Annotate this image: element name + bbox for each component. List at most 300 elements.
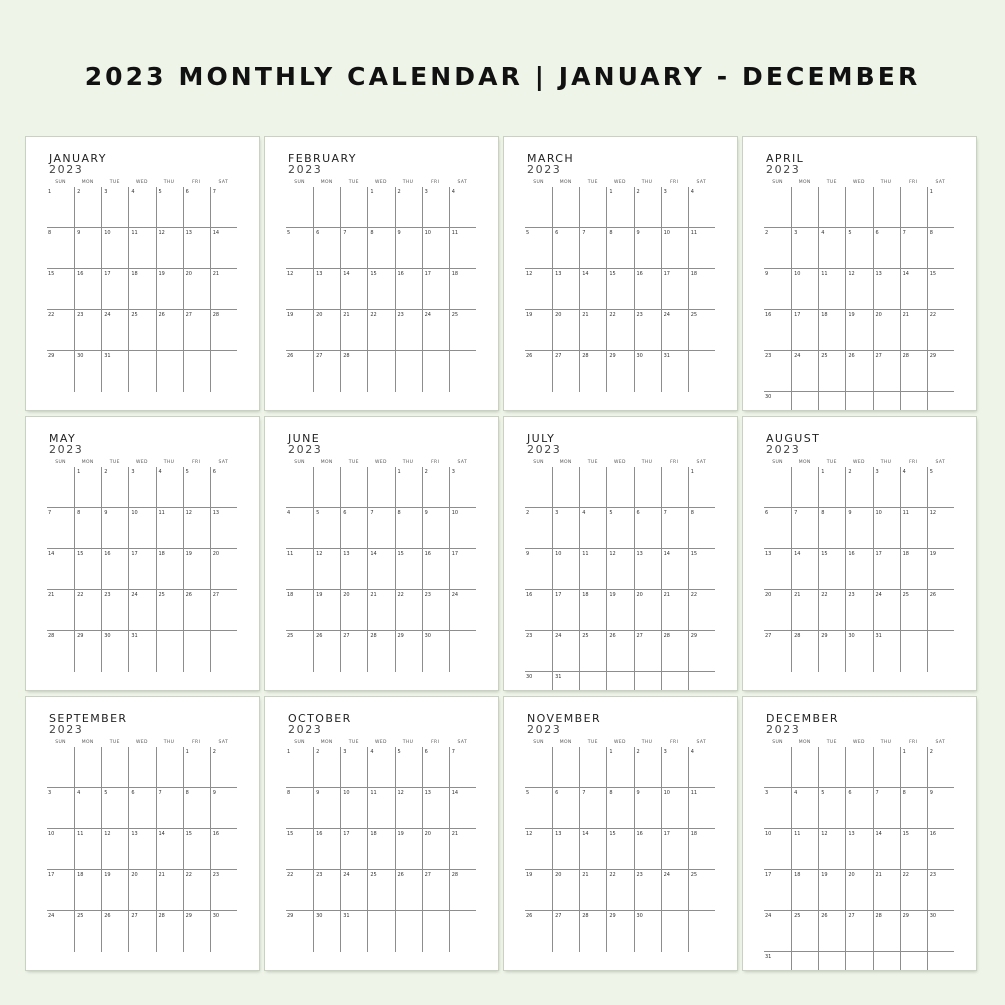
weekday-header: WED [613, 740, 626, 745]
day-cell [184, 228, 210, 269]
day-number: 14 [158, 831, 165, 837]
day-number: 13 [765, 551, 772, 557]
day-cell [846, 829, 872, 870]
month-name: SEPTEMBER [49, 712, 128, 725]
day-cell [396, 351, 422, 392]
day-cell [635, 911, 661, 952]
weekday-header: SUN [55, 180, 66, 185]
day-cell [846, 788, 872, 829]
day-number: 16 [765, 312, 772, 318]
day-cell [341, 747, 367, 788]
month-year: 2023 [49, 443, 84, 456]
day-cell [874, 788, 900, 829]
day-cell [819, 631, 845, 672]
day-cell [901, 911, 927, 952]
day-number: 11 [77, 831, 84, 837]
day-cell [874, 590, 900, 631]
day-number: 7 [451, 749, 455, 755]
day-number: 21 [158, 872, 165, 878]
day-cell [211, 351, 237, 392]
day-cell [553, 187, 579, 228]
day-cell [368, 911, 394, 952]
day-cell [75, 508, 101, 549]
day-cell [341, 467, 367, 508]
day-number: 17 [424, 271, 431, 277]
day-cell [689, 269, 715, 310]
weekday-header: SUN [55, 740, 66, 745]
day-cell [689, 590, 715, 631]
weekday-header: SUN [294, 740, 305, 745]
day-cell [764, 467, 791, 508]
weekday-header: SAT [696, 460, 707, 465]
day-cell [286, 788, 313, 829]
day-number: 22 [370, 312, 377, 318]
day-number: 24 [424, 312, 431, 318]
day-cell [314, 829, 340, 870]
day-number: 23 [765, 353, 772, 359]
day-cell [525, 590, 552, 631]
day-number: 21 [875, 872, 882, 878]
day-number: 5 [158, 189, 162, 195]
day-cell [286, 911, 313, 952]
day-number: 21 [663, 592, 670, 598]
day-cell [764, 187, 791, 228]
weekday-header: THU [402, 180, 414, 185]
day-number: 10 [451, 510, 459, 516]
day-number: 7 [582, 230, 586, 236]
month-name: JANUARY [49, 152, 107, 165]
day-cell [819, 508, 845, 549]
day-number: 29 [185, 913, 192, 919]
day-number: 16 [424, 551, 431, 557]
day-number: 8 [902, 790, 906, 796]
day-cell [184, 187, 210, 228]
day-number: 27 [316, 353, 323, 359]
month-days-grid [286, 458, 476, 672]
day-cell [553, 631, 579, 672]
day-cell [129, 829, 155, 870]
day-number: 11 [131, 230, 138, 236]
day-cell [901, 187, 927, 228]
weekday-header: SAT [696, 740, 707, 745]
weekday-column [606, 458, 633, 690]
day-cell [341, 829, 367, 870]
day-cell [75, 829, 101, 870]
day-number: 17 [663, 831, 670, 837]
day-number: 15 [902, 831, 909, 837]
day-cell [580, 187, 606, 228]
day-cell [211, 631, 237, 672]
day-number: 27 [212, 592, 220, 598]
day-cell [157, 870, 183, 911]
day-number: 4 [77, 790, 81, 796]
month-card-november [504, 697, 737, 970]
day-cell [928, 829, 954, 870]
day-cell [607, 310, 633, 351]
day-number: 24 [663, 312, 670, 318]
day-cell [102, 911, 128, 952]
day-cell [792, 952, 818, 970]
day-number: 19 [609, 592, 616, 598]
day-number: 1 [370, 189, 374, 195]
day-cell [211, 829, 237, 870]
day-cell [450, 747, 476, 788]
day-cell [184, 269, 210, 310]
weekday-column [395, 178, 422, 392]
day-cell [874, 829, 900, 870]
day-cell [874, 870, 900, 911]
weekday-column [525, 738, 552, 952]
weekday-header: FRI [670, 180, 679, 185]
day-number: 28 [582, 353, 589, 359]
day-number: 24 [555, 633, 562, 639]
day-cell [874, 911, 900, 952]
weekday-header: SUN [294, 460, 305, 465]
day-cell [874, 351, 900, 392]
day-cell [607, 870, 633, 911]
day-cell [580, 631, 606, 672]
weekday-column [128, 178, 155, 392]
day-number: 24 [794, 353, 801, 359]
weekday-column [845, 458, 872, 672]
day-cell [396, 911, 422, 952]
day-number: 13 [185, 230, 192, 236]
weekday-header: FRI [192, 740, 201, 745]
day-number: 1 [902, 749, 906, 755]
day-number: 28 [663, 633, 670, 639]
day-number: 25 [690, 312, 698, 318]
day-cell [792, 747, 818, 788]
day-cell [129, 269, 155, 310]
day-cell [553, 228, 579, 269]
weekday-column [101, 178, 128, 392]
month-year: 2023 [288, 723, 323, 736]
day-number: 17 [794, 312, 801, 318]
day-number: 18 [287, 592, 294, 598]
day-number: 1 [397, 469, 401, 475]
day-number: 22 [77, 592, 84, 598]
day-number: 1 [609, 189, 613, 195]
day-number: 10 [663, 230, 670, 236]
day-cell [764, 228, 791, 269]
day-number: 17 [765, 872, 772, 878]
day-number: 30 [424, 633, 431, 639]
day-number: 1 [77, 469, 81, 475]
weekday-header: THU [163, 180, 175, 185]
weekday-header: MON [559, 180, 572, 185]
day-number: 17 [555, 592, 562, 598]
day-number: 13 [848, 831, 855, 837]
day-number: 2 [316, 749, 320, 755]
weekday-header: THU [402, 740, 414, 745]
weekday-column [818, 178, 845, 410]
day-cell [580, 269, 606, 310]
day-cell [47, 870, 74, 911]
month-card-december [743, 697, 976, 970]
day-cell [846, 392, 872, 410]
day-cell [764, 631, 791, 672]
day-cell [450, 310, 476, 351]
weekday-header: FRI [431, 740, 440, 745]
day-cell [819, 747, 845, 788]
weekday-column [688, 458, 715, 690]
weekday-header: MON [320, 180, 333, 185]
day-cell [184, 590, 210, 631]
day-cell [423, 788, 449, 829]
day-cell [286, 187, 313, 228]
day-number: 9 [424, 510, 428, 516]
day-number: 4 [821, 230, 825, 236]
day-cell [928, 310, 954, 351]
day-number: 3 [343, 749, 347, 755]
day-number: 15 [690, 551, 698, 557]
day-number: 22 [287, 872, 294, 878]
day-number: 28 [582, 913, 589, 919]
day-number: 20 [212, 551, 220, 557]
weekday-header: MON [81, 460, 94, 465]
day-cell [607, 351, 633, 392]
day-number: 10 [104, 230, 111, 236]
weekday-header: SAT [218, 460, 229, 465]
day-number: 11 [690, 790, 698, 796]
day-number: 19 [287, 312, 294, 318]
day-cell [689, 788, 715, 829]
day-cell [846, 269, 872, 310]
day-cell [792, 467, 818, 508]
weekday-column [422, 738, 449, 952]
day-number: 13 [636, 551, 643, 557]
weekday-header: SUN [772, 740, 783, 745]
day-number: 7 [370, 510, 374, 516]
day-cell [846, 911, 872, 952]
day-number: 28 [212, 312, 220, 318]
day-number: 10 [794, 271, 801, 277]
month-card-february [265, 137, 498, 410]
day-cell [157, 269, 183, 310]
day-cell [689, 508, 715, 549]
month-name: JULY [527, 432, 556, 445]
weekday-header: WED [135, 740, 148, 745]
day-cell [396, 187, 422, 228]
day-cell [211, 788, 237, 829]
day-number: 3 [451, 469, 455, 475]
weekday-header: TUE [348, 740, 359, 745]
day-number: 14 [370, 551, 377, 557]
weekday-column [634, 458, 661, 690]
day-cell [47, 187, 74, 228]
day-cell [792, 788, 818, 829]
day-cell [635, 351, 661, 392]
day-cell [314, 590, 340, 631]
day-number: 15 [185, 831, 192, 837]
weekday-header: TUE [587, 180, 598, 185]
day-cell [157, 631, 183, 672]
day-cell [314, 911, 340, 952]
day-cell [764, 549, 791, 590]
day-cell [874, 269, 900, 310]
day-cell [689, 911, 715, 952]
weekday-header: SAT [696, 180, 707, 185]
day-number: 6 [765, 510, 769, 516]
day-cell [792, 590, 818, 631]
weekday-column [791, 738, 818, 970]
day-cell [635, 870, 661, 911]
weekday-header: SUN [533, 740, 544, 745]
weekday-column [873, 458, 900, 672]
day-number: 6 [343, 510, 347, 516]
day-cell [553, 788, 579, 829]
day-cell [846, 747, 872, 788]
day-cell [764, 508, 791, 549]
day-cell [211, 467, 237, 508]
day-number: 9 [397, 230, 401, 236]
day-number: 14 [212, 230, 220, 236]
day-number: 15 [287, 831, 294, 837]
day-cell [157, 467, 183, 508]
day-cell [129, 187, 155, 228]
weekday-header: FRI [192, 460, 201, 465]
day-cell [47, 269, 74, 310]
weekday-header: SAT [218, 180, 229, 185]
weekday-column [449, 458, 476, 672]
day-number: 8 [287, 790, 291, 796]
day-number: 6 [636, 510, 640, 516]
day-cell [368, 549, 394, 590]
month-name: OCTOBER [288, 712, 352, 725]
weekday-header: FRI [909, 460, 918, 465]
day-number: 14 [794, 551, 801, 557]
day-cell [368, 467, 394, 508]
day-number: 20 [875, 312, 882, 318]
day-number: 16 [316, 831, 323, 837]
weekday-header: TUE [109, 460, 120, 465]
day-cell [450, 788, 476, 829]
day-number: 4 [370, 749, 374, 755]
day-cell [314, 788, 340, 829]
weekday-header: MON [81, 180, 94, 185]
day-number: 27 [636, 633, 643, 639]
day-number: 2 [929, 749, 933, 755]
day-number: 21 [343, 312, 350, 318]
day-cell [423, 508, 449, 549]
day-number: 21 [48, 592, 55, 598]
day-number: 30 [848, 633, 855, 639]
weekday-column [845, 178, 872, 410]
day-cell [286, 351, 313, 392]
day-number: 20 [185, 271, 192, 277]
day-cell [607, 672, 633, 690]
day-cell [286, 590, 313, 631]
day-cell [423, 549, 449, 590]
weekday-column [313, 738, 340, 952]
weekday-header: TUE [826, 740, 837, 745]
day-cell [450, 187, 476, 228]
day-number: 2 [765, 230, 769, 236]
day-number: 19 [526, 312, 533, 318]
weekday-header: WED [135, 180, 148, 185]
day-cell [129, 788, 155, 829]
day-number: 16 [636, 271, 643, 277]
day-number: 21 [582, 872, 589, 878]
day-cell [553, 467, 579, 508]
day-cell [689, 228, 715, 269]
weekday-column [661, 458, 688, 690]
day-number: 14 [663, 551, 670, 557]
day-cell [662, 672, 688, 690]
day-number: 6 [424, 749, 428, 755]
day-number: 12 [821, 831, 828, 837]
day-cell [184, 911, 210, 952]
day-number: 9 [104, 510, 108, 516]
weekday-column [422, 458, 449, 672]
day-number: 17 [48, 872, 55, 878]
day-cell [525, 829, 552, 870]
day-number: 13 [212, 510, 220, 516]
day-cell [874, 631, 900, 672]
day-number: 28 [158, 913, 165, 919]
day-cell [635, 631, 661, 672]
day-number: 3 [663, 749, 667, 755]
day-cell [396, 467, 422, 508]
day-cell [874, 392, 900, 410]
day-number: 4 [582, 510, 586, 516]
day-cell [553, 829, 579, 870]
day-number: 26 [526, 913, 533, 919]
month-year: 2023 [766, 443, 801, 456]
weekday-header: MON [559, 740, 572, 745]
day-cell [901, 467, 927, 508]
day-number: 20 [555, 312, 562, 318]
day-number: 2 [848, 469, 852, 475]
day-number: 18 [158, 551, 165, 557]
day-cell [689, 467, 715, 508]
day-cell [635, 269, 661, 310]
day-number: 30 [104, 633, 111, 639]
weekday-header: MON [559, 460, 572, 465]
day-number: 11 [690, 230, 698, 236]
weekday-header: SAT [935, 740, 946, 745]
day-number: 25 [690, 872, 698, 878]
weekday-column [818, 738, 845, 970]
day-cell [341, 269, 367, 310]
day-cell [286, 829, 313, 870]
weekday-column [688, 738, 715, 952]
day-number: 29 [609, 913, 616, 919]
month-card-september [26, 697, 259, 970]
day-number: 24 [875, 592, 882, 598]
day-cell [184, 549, 210, 590]
weekday-column [873, 178, 900, 410]
day-cell [157, 310, 183, 351]
day-number: 6 [131, 790, 135, 796]
day-number: 27 [875, 353, 882, 359]
day-number: 12 [158, 230, 165, 236]
day-cell [846, 187, 872, 228]
day-cell [580, 467, 606, 508]
day-cell [792, 228, 818, 269]
day-number: 1 [690, 469, 694, 475]
day-number: 25 [821, 353, 828, 359]
day-cell [450, 269, 476, 310]
day-number: 11 [821, 271, 828, 277]
weekday-column [183, 178, 210, 392]
month-days-grid [525, 178, 715, 392]
day-cell [396, 310, 422, 351]
day-number: 15 [48, 271, 55, 277]
day-cell [102, 870, 128, 911]
day-number: 18 [77, 872, 84, 878]
day-cell [607, 549, 633, 590]
